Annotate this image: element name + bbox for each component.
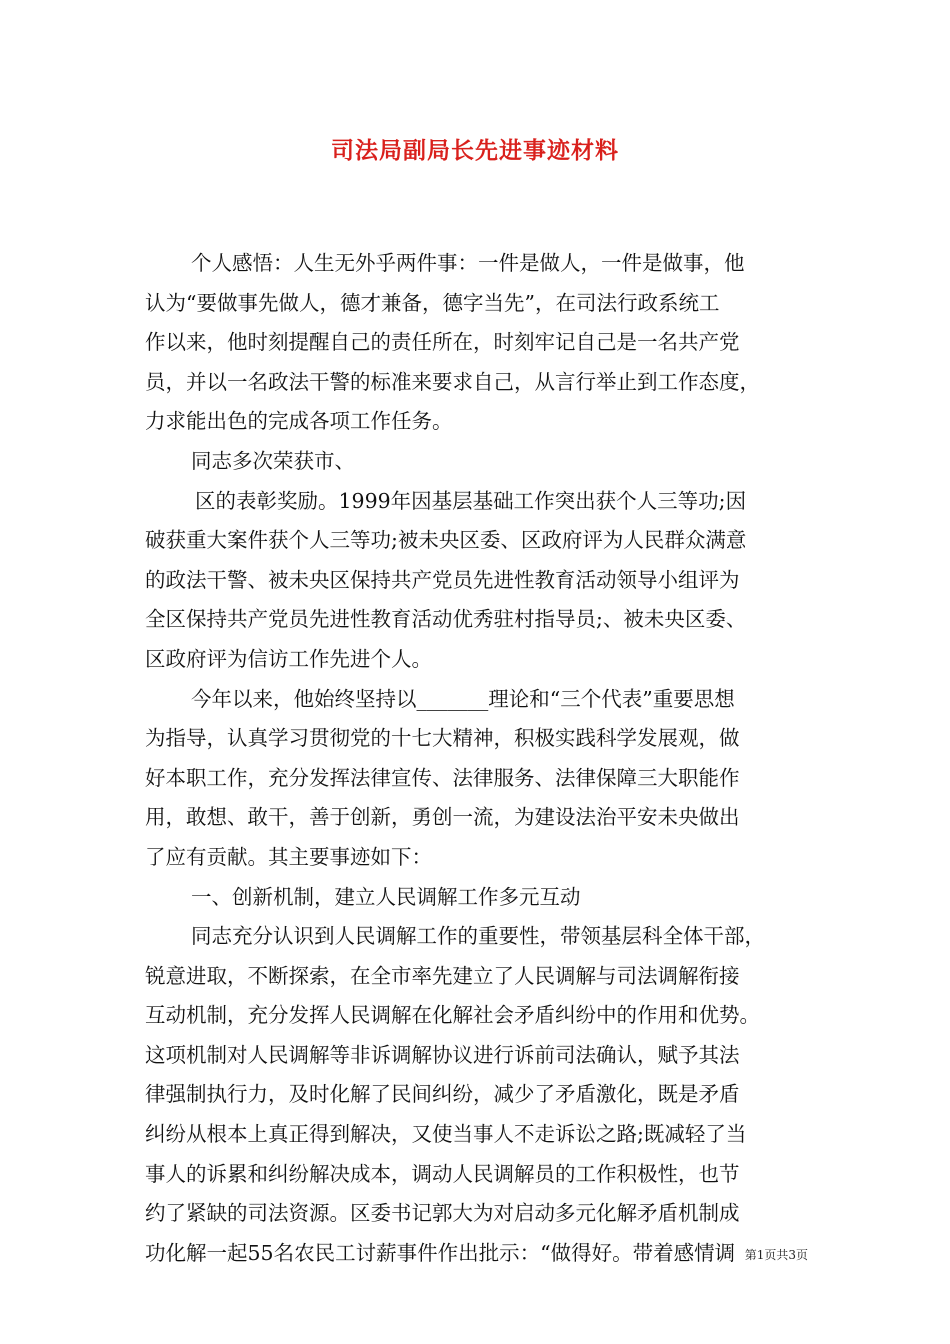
- text-line: 同志多次荣获市、: [191, 448, 355, 473]
- text-line: 用，敢想、敢干，善于创新，勇创一流，为建设法治平安未央做出: [145, 805, 740, 830]
- text-line: 了应有贡献。其主要事迹如下：: [145, 844, 432, 869]
- text-line: 事人的诉累和纠纷解决成本，调动人民调解员的工作积极性，也节: [145, 1161, 740, 1186]
- section-heading: 一、创新机制，建立人民调解工作多元互动: [191, 884, 581, 909]
- text-line: 的政法干警、被未央区保持共产党员先进性教育活动领导小组评为: [145, 567, 740, 592]
- text-line: 纠纷从根本上真正得到解决，又使当事人不走诉讼之路;既减轻了当: [145, 1122, 747, 1147]
- page-number: 第1页共3页: [744, 1248, 808, 1262]
- text-line: 力求能出色的完成各项工作任务。: [145, 409, 453, 434]
- text-line: 为指导，认真学习贯彻党的十七大精神，积极实践科学发展观，做: [145, 726, 740, 751]
- text-line: 这项机制对人民调解等非诉调解协议进行诉前司法确认，赋予其法: [145, 1042, 740, 1067]
- text-line: 破获重大案件获个人三等功;被未央区委、区政府评为人民群众满意: [145, 528, 747, 553]
- document-title: 司法局副局长先进事迹材料: [331, 137, 619, 164]
- text-line: 员，并以一名政法干警的标准来要求自己，从言行举止到工作态度，: [145, 369, 760, 394]
- text-line: 个人感悟：人生无外乎两件事：一件是做人，一件是做事，他: [191, 251, 745, 275]
- text-line: 互动机制，充分发挥人民调解在化解社会矛盾纠纷中的作用和优势。: [145, 1003, 760, 1028]
- text-line: 全区保持共产党员先进性教育活动优秀驻村指导员;、被未央区委、: [145, 607, 747, 632]
- text-line: 律强制执行力，及时化解了民间纠纷，减少了矛盾激化，既是矛盾: [145, 1082, 740, 1107]
- document-body: [145, 244, 813, 1273]
- text-line: 区的表彰奖励。1999年因基层基础工作突出获个人三等功;因: [195, 488, 747, 513]
- text-line: 好本职工作，充分发挥法律宣传、法律服务、法律保障三大职能作: [145, 765, 740, 790]
- text-line: 认为“要做事先做人，德才兼备，德字当先”，在司法行政系统工: [145, 290, 720, 315]
- text-line: 同志充分认识到人民调解工作的重要性，带领基层科全体干部，: [191, 924, 765, 949]
- text-line: 作以来，他时刻提醒自己的责任所在，时刻牢记自己是一名共产党: [145, 330, 740, 355]
- text-line: 功化解一起55名农民工讨薪事件作出批示：“做得好。带着感情调: [145, 1240, 736, 1265]
- text-line: 今年以来，他始终坚持以_______理论和“三个代表”重要思想: [191, 686, 735, 711]
- text-line: 约了紧缺的司法资源。区委书记郭大为对启动多元化解矛盾机制成: [145, 1201, 740, 1226]
- text-line: 区政府评为信访工作先进个人。: [145, 646, 432, 671]
- text-line: 锐意进取，不断探索，在全市率先建立了人民调解与司法调解衔接: [145, 963, 740, 988]
